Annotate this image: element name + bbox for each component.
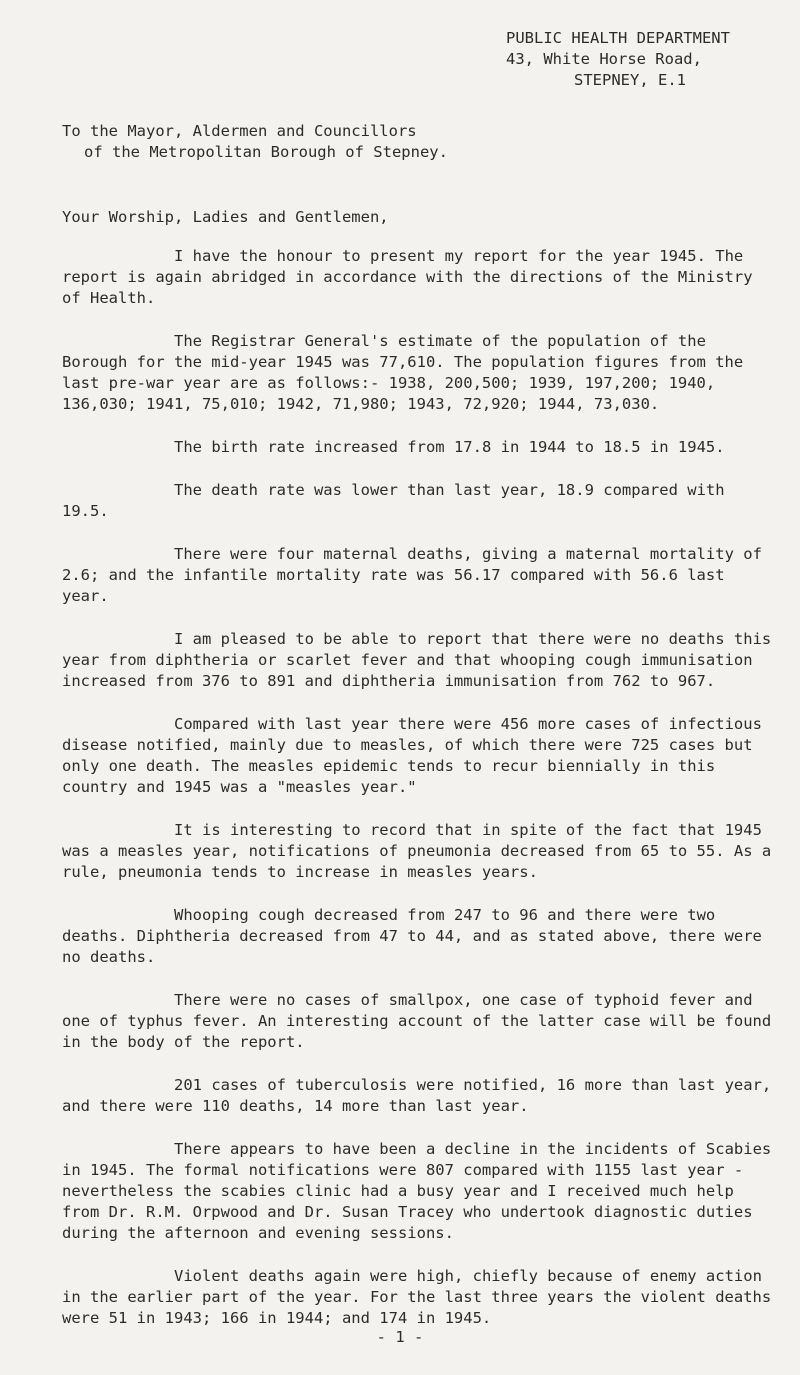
paragraph-immunisation (62, 629, 774, 692)
addressee-line-2: of the Metropolitan Borough of Stepney. (84, 143, 448, 161)
paragraph-whooping-cough (62, 905, 774, 968)
paragraph-text: The death rate was lower than last year, 18.9 compared with 19.5. (62, 481, 725, 520)
report-body (62, 246, 774, 1329)
letterhead-address (482, 28, 774, 91)
greeting: Your Worship, Ladies and Gentlemen, (62, 208, 389, 226)
paragraph-text: I have the honour to present my report for the year 1945. The report is again abridged in accordance with the directions of the Ministry of Health. (62, 247, 753, 307)
paragraph-pneumonia (62, 820, 774, 883)
paragraph-maternal-deaths (62, 544, 774, 607)
paragraph-violent-deaths (62, 1266, 774, 1329)
addressee-line-1: To the Mayor, Aldermen and Councillors (62, 122, 417, 140)
paragraph-death-rate (62, 480, 774, 522)
paragraph-text: There were no cases of smallpox, one case of typhoid fever and one of typhus fever. An interesting account of the latter case will be found in the body of the report. (62, 991, 772, 1051)
paragraph-text: 201 cases of tuberculosis were notified, 16 more than last year, and there were 110 deaths, 14 more than last year. (62, 1076, 772, 1115)
district-line: STEPNEY, E.1 (574, 71, 686, 89)
paragraph-text: There were four maternal deaths, giving a maternal mortality of 2.6; and the infantile mortality rate was 56.17 compared with 56.6 last year. (62, 545, 762, 605)
paragraph-text: Whooping cough decreased from 247 to 96 and there were two deaths. Diphtheria decreased from 47 to 44, and as stated above, there were no deaths. (62, 906, 762, 966)
paragraph-introduction (62, 246, 774, 309)
paragraph-infectious-disease (62, 714, 774, 798)
paragraph-text: There appears to have been a decline in the incidents of Scabies in 1945. The formal notifications were 807 compared with 1155 last year - nevertheless the scabies clinic had a busy year and I received much help from Dr. R.M. Orpwood and Dr. Susan Tracey who undertook diagnostic duties during the afternoon and evening sessions. (62, 1140, 772, 1242)
paragraph-text: Violent deaths again were high, chiefly because of enemy action in the earlier part of the year. For the last three years the violent deaths were 51 in 1943; 166 in 1944; and 174 in 1945. (62, 1267, 772, 1327)
paragraph-text: It is interesting to record that in spite of the fact that 1945 was a measles year, notifications of pneumonia decreased from 65 to 55. As a rule, pneumonia tends to increase in measles years. (62, 821, 772, 881)
paragraph-birth-rate (62, 437, 774, 458)
paragraph-smallpox-typhus (62, 990, 774, 1053)
paragraph-scabies (62, 1139, 774, 1244)
page-number: - 1 - (376, 1328, 424, 1346)
paragraph-text: The Registrar General's estimate of the population of the Borough for the mid-year 1945 was 77,610. The population figures from the last pre-war year are as follows:- 1938, 200,500; 1939, 197,200; 1940, 136,030; 1941, 75,010; 1942, 71,980; 1943, 72,920; 1944, 73,030. (62, 332, 744, 413)
addressee-block (62, 121, 774, 163)
paragraph-text: The birth rate increased from 17.8 in 1944 to 18.5 in 1945. (174, 438, 725, 456)
paragraph-population (62, 331, 774, 415)
report-page (62, 28, 774, 1329)
paragraph-text: I am pleased to be able to report that there were no deaths this year from diphtheria or scarlet fever and that whooping cough immunisation increased from 376 to 891 and diphtheria immunisation from 762 to 967. (62, 630, 772, 690)
department-name: PUBLIC HEALTH DEPARTMENT (506, 29, 730, 47)
street-address: 43, White Horse Road, (506, 50, 702, 68)
paragraph-text: Compared with last year there were 456 more cases of infectious disease notified, mainly due to measles, of which there were 725 cases but only one death. The measles epidemic tends to recur biennially in this country and 1945 was a "measles year." (62, 715, 762, 796)
paragraph-tuberculosis (62, 1075, 774, 1117)
